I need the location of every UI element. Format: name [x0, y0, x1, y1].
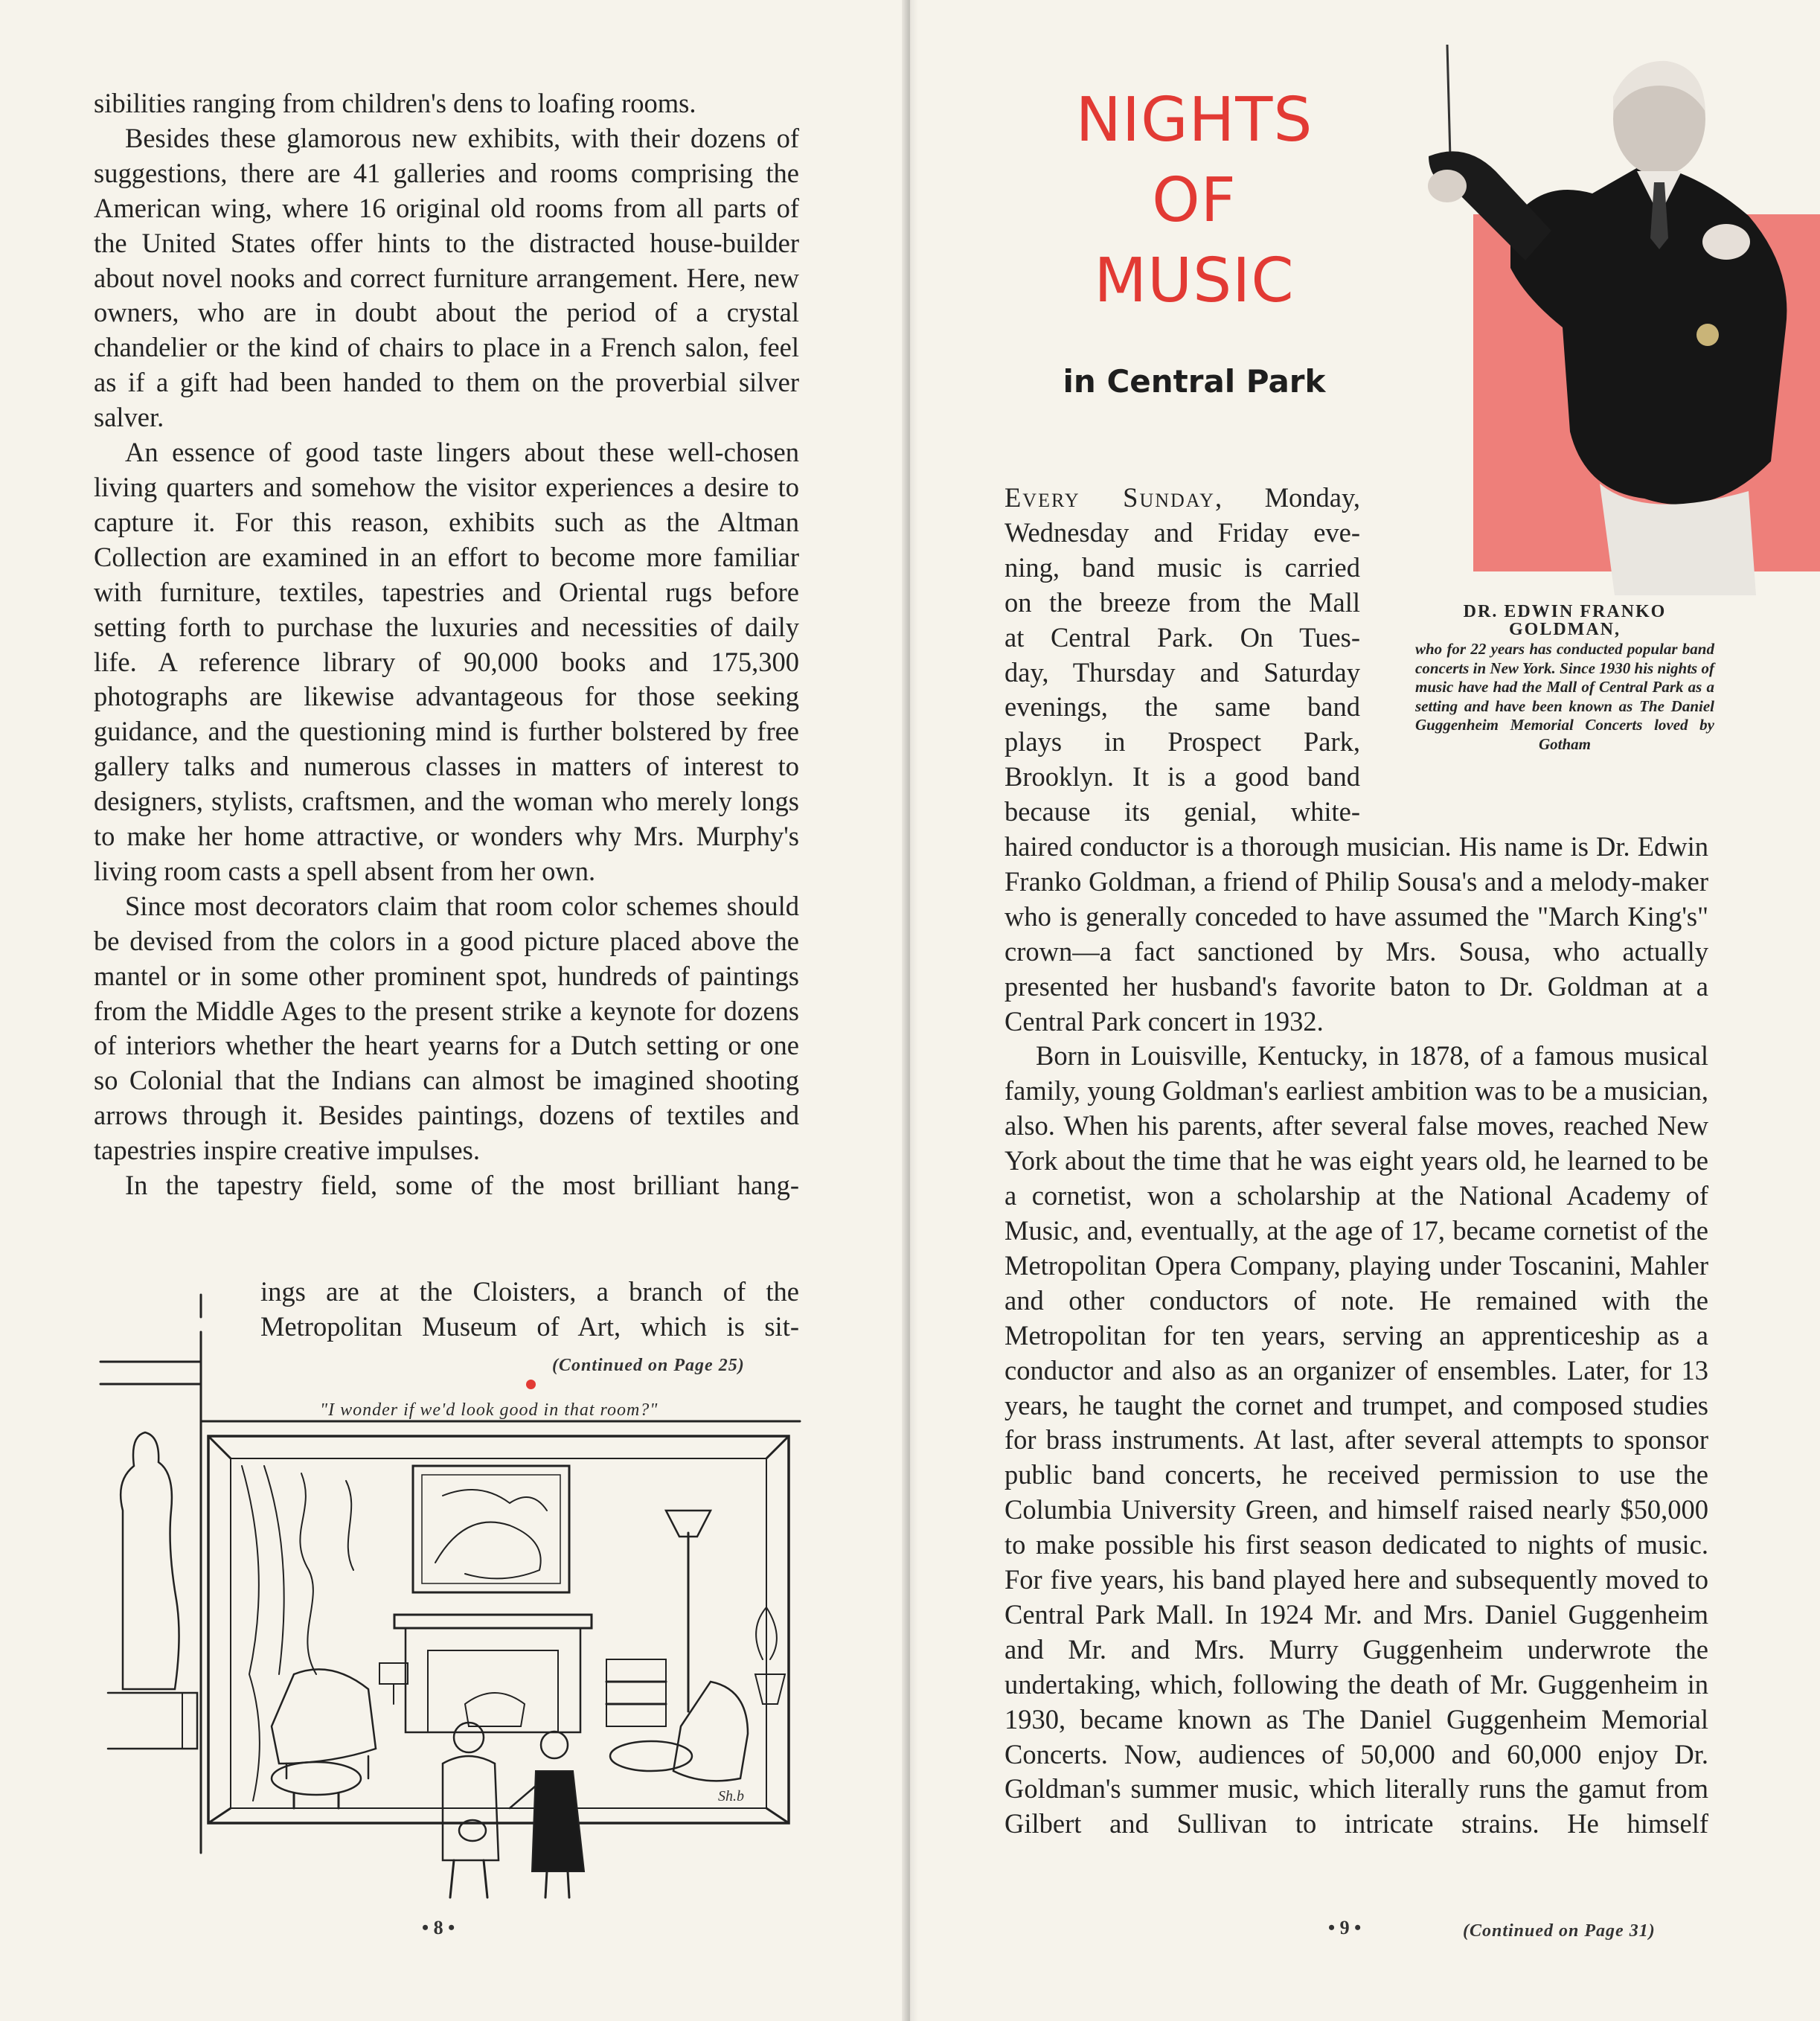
title-line: MUSIC	[1094, 246, 1295, 316]
text-line: day, Thursday and Saturday	[1004, 656, 1360, 688]
continued-note: (Continued on Page 31)	[1463, 1921, 1656, 1941]
text-line: on the breeze from the Mall	[1004, 586, 1360, 618]
right-article-text	[1004, 830, 1708, 1842]
article-subtitle: in Central Park	[1063, 363, 1326, 400]
page-number: • 8 •	[422, 1917, 455, 1938]
caption-name: DR. EDWIN FRANKO GOLDMAN,	[1463, 602, 1667, 639]
photo-caption	[1415, 603, 1714, 755]
paragraph: In the tapestry field, some of the most brilliant hang-	[125, 1170, 799, 1201]
paragraph: Besides these glamorous new exhibits, with their dozens of suggestions, there are 41 galleries and rooms comprising the American wing, where 16 original old rooms from all parts of the United States offer hints to the distracted house-builder about novel nooks and correct furniture arrangement. Here, new owners, who are in doubt about the period of a crystal chandelier or the kind of chairs to place in a French salon, feel as if a gift had been handed to them on the proverbial silver salver.	[94, 122, 799, 433]
title-line: NIGHTS	[1075, 85, 1313, 156]
text-line: ings are at the Cloisters, a branch of the	[260, 1276, 799, 1307]
cartoon-illustration	[93, 1287, 815, 1912]
title-line: OF	[1152, 165, 1237, 236]
paragraph: haired conductor is a thorough musician. His name is Dr. Edwin Franko Goldman, a friend of Philip Sousa's and a melody-maker who is generally conceded to have assumed the "March King's" crown—a fact sanctioned by Mrs. Sousa, who actually presented her husband's favorite baton to Dr. Goldman at a Central Park concert in 1932.	[1004, 831, 1708, 1037]
page-number: • 9 •	[1328, 1917, 1362, 1938]
paragraph: sibilities ranging from children's dens to loafing rooms.	[94, 88, 696, 118]
cartoon-signature: Sh.b	[718, 1788, 744, 1804]
caption-description: who for 22 years has conducted popular band concerts in New York. Since 1930 his nights of music have had the Mall of Central Park as a setting and have been known as The Daniel Guggenheim Memorial Concerts loved by Gotham	[1415, 640, 1714, 753]
conductor-photo	[1399, 45, 1820, 595]
text-fragment: Monday,	[1264, 482, 1361, 513]
page-gutter	[902, 0, 918, 2021]
text-line	[1004, 481, 1360, 516]
article-title	[1042, 80, 1347, 321]
cartoon-caption: "I wonder if we'd look good in that room?"	[320, 1400, 659, 1420]
text-line: Wednesday and Friday eve-	[1004, 516, 1360, 548]
text-line: evenings, the same band	[1004, 691, 1360, 723]
text-line: plays in Prospect Park,	[1004, 726, 1360, 758]
text-line: Metropolitan Museum of Art, which is sit-	[260, 1310, 799, 1342]
text-line: Brooklyn. It is a good band	[1004, 761, 1360, 792]
lead-in: Every Sunday,	[1004, 482, 1224, 513]
paragraph: An essence of good taste lingers about these well-chosen living quarters and somehow the visitor experiences a desire to capture it. For this reason, exhibits such as the Altman Collection are examined in an effort to become more familiar with furniture, textiles, tapestries and Oriental rugs before setting forth to purchase the luxuries and necessities of daily life. A reference library of 90,000 books and 175,300 photographs are likewise advantageous for those seeking guidance, and the questioning mind is further bolstered by free gallery talks and numerous classes in matters of interest to designers, stylists, craftsmen, and the woman who merely longs to make her home attractive, or wonders why Mrs. Murphy's living room casts a spell absent from her own.	[94, 437, 799, 886]
paragraph: Born in Louisville, Kentucky, in 1878, of a famous musical family, young Goldman's earliest ambition was to be a musician, also. When his parents, after several false moves, reached New York about the time that he was eight years old, he learned to be a cornetist, won a scholarship at the National Academy of Music, and, eventually, at the age of 17, became cornetist of the Metropolitan Opera Company, playing under Toscanini, Mahler and other conductors of note. He remained with the Metropolitan for ten years, serving an apprenticeship as a conductor and also as an organizer of ensembles. Later, for 13 years, he taught the cornet and trumpet, and composed studies for brass instruments. At last, after several attempts to sponsor public band concerts, he received permission to use the Columbia University Green, and himself raised nearly $50,000 to make possible his first season dedicated to nights of music. For five years, his band played here and subsequently moved to Central Park Mall. In 1924 Mr. and Mrs. Daniel Guggenheim and Mr. and Mrs. Murry Guggenheim underwrote the undertaking, which, following the death of Mr. Guggenheim in 1930, became known as The Daniel Guggenheim Memorial Concerts. Now, audiences of 50,000 and 60,000 enjoy Dr. Goldman's summer music, which literally runs the gamut from Gilbert and Sullivan to intricate strains. He himself	[1004, 1040, 1708, 1839]
red-dot-ornament	[526, 1380, 536, 1389]
text-line: at Central Park. On Tues-	[1004, 621, 1360, 653]
right-narrow-text	[1004, 481, 1360, 830]
paragraph: Since most decorators claim that room color schemes should be devised from the colors in a good picture placed above the mantel or in some other prominent spot, hundreds of paintings from the Middle Ages to the present strike a keynote for dozens of interiors whether the heart yearns for a Dutch setting or one so Colonial that the Indians can almost be imagined shooting arrows through it. Besides paintings, dozens of textiles and tapestries inspire creative impulses.	[94, 890, 799, 1166]
continued-note: (Continued on Page 25)	[552, 1356, 745, 1375]
text-line: because its genial, white-	[1004, 796, 1360, 827]
text-line: ning, band music is carried	[1004, 551, 1360, 583]
left-article-text	[94, 86, 799, 1203]
